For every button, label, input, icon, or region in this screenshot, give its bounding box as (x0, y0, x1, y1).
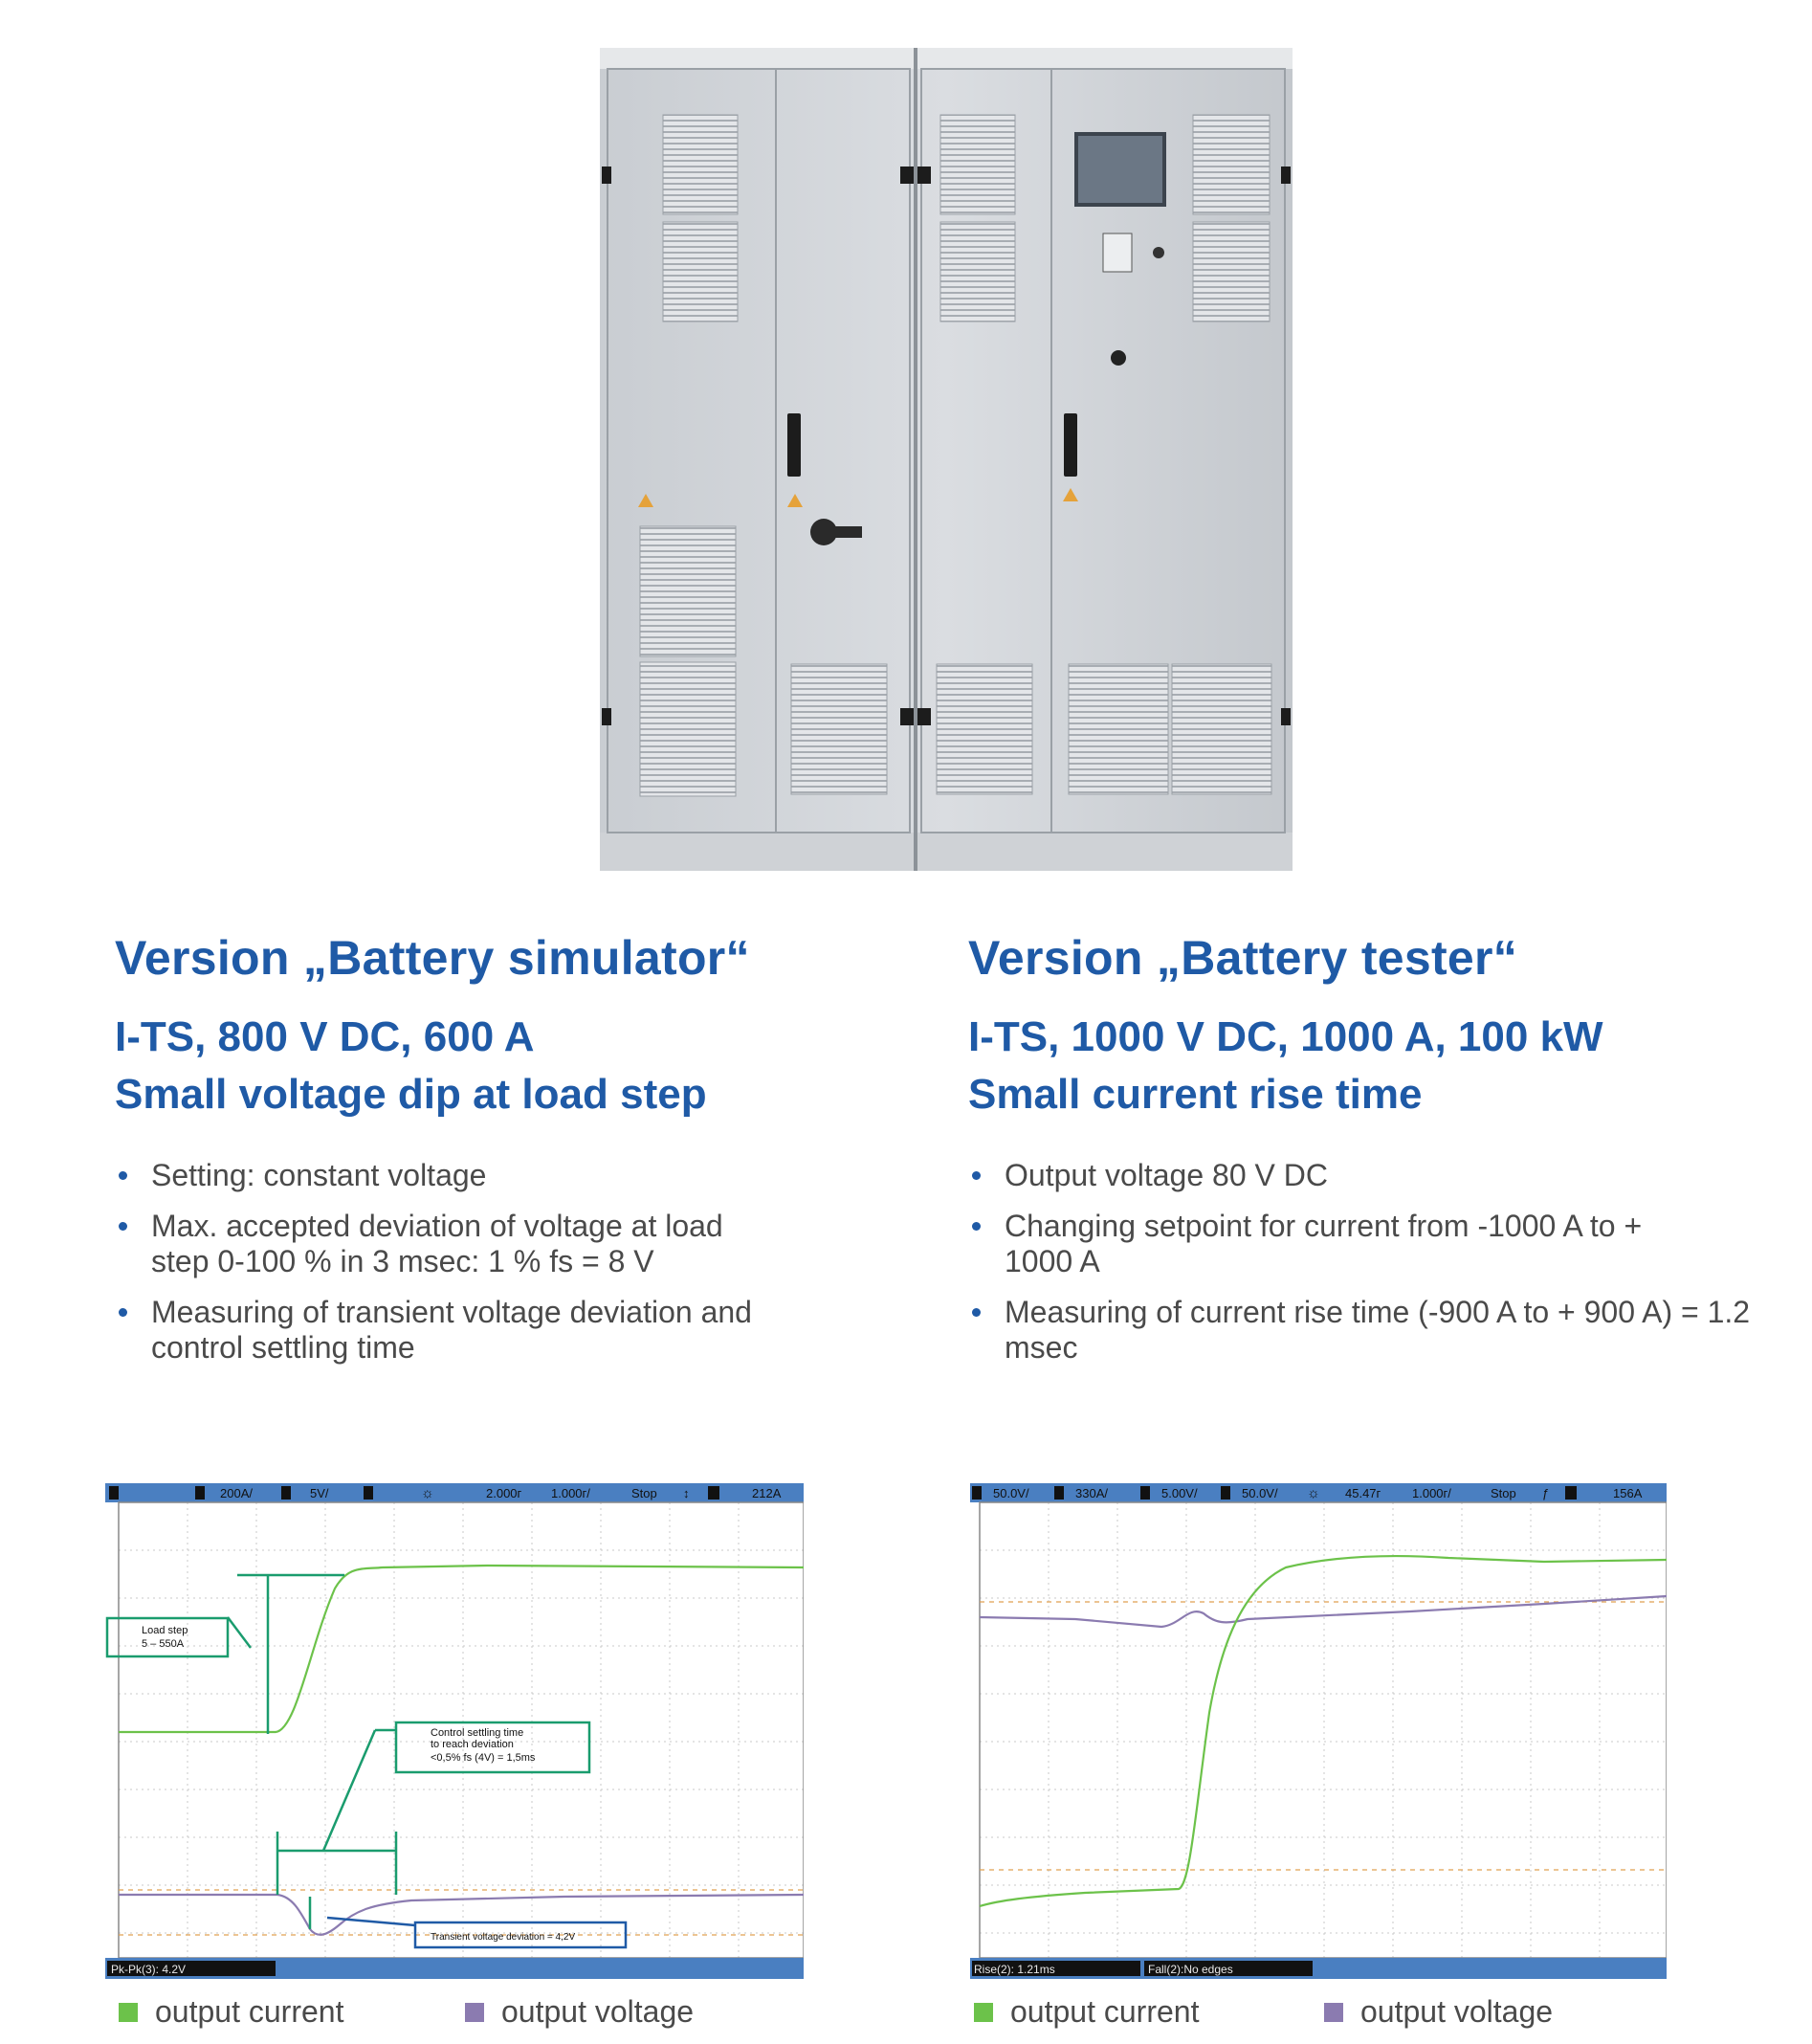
brightness-icon: ☼ (421, 1485, 434, 1501)
list-item: Max. accepted deviation of voltage at load step 0-100 % in 3 msec: 1 % fs = 8 V (115, 1209, 763, 1279)
list-item: Measuring of transient voltage deviation and control settling time (115, 1295, 840, 1366)
legend-label: output current (1010, 1994, 1200, 2029)
scope-readout-fall: Fall(2):No edges (1148, 1963, 1233, 1976)
scope-state: Stop (1491, 1486, 1516, 1500)
product-photo-cabinet (600, 48, 1293, 871)
scope-timebase: 45.47ᴦ (1345, 1486, 1381, 1500)
scope-state: Stop (631, 1486, 657, 1500)
scope-ch4-scale: 50.0V/ (1242, 1486, 1278, 1500)
list-item: Output voltage 80 V DC (968, 1158, 1753, 1193)
scope-timebase: 2.000ᴦ (486, 1486, 522, 1500)
annotation-settling-line3: <0,5% fs (4V) = 1,5ms (431, 1752, 536, 1764)
spec-line-2: Small voltage dip at load step (115, 1071, 707, 1118)
scope-ch3-scale: 5.00V/ (1161, 1486, 1198, 1500)
green-swatch-icon (119, 2003, 138, 2022)
legend-item-voltage (465, 1994, 694, 2030)
oscilloscope-capture-rise-time (970, 1483, 1667, 1979)
annotation-settling-line1: Control settling time (431, 1727, 524, 1739)
green-swatch-icon (974, 2003, 993, 2022)
version-title: Version „Battery simulator“ (115, 931, 750, 985)
spec-block (968, 1009, 1753, 1123)
battery-simulator-section (115, 928, 842, 1381)
annotation-load-step-line2: 5 – 550A (142, 1638, 185, 1650)
scope-sample-rate: 1.000ᴦ/ (551, 1486, 590, 1500)
list-item: Setting: constant voltage (115, 1158, 842, 1193)
legend-label: output voltage (1360, 1994, 1554, 2029)
scope-ch2-scale: 200A/ (220, 1486, 253, 1500)
scope-sample-rate: 1.000ᴦ/ (1412, 1486, 1451, 1500)
battery-tester-section (968, 928, 1753, 1381)
legend-item-current (974, 1994, 1199, 2030)
spec-block (115, 1009, 842, 1123)
oscilloscope-capture-load-step (105, 1483, 804, 1979)
spec-line-1: I-TS, 800 V DC, 600 A (115, 1013, 535, 1060)
scope-ch2-scale: 330A/ (1075, 1486, 1108, 1500)
feature-list (968, 1158, 1753, 1366)
list-item: Changing setpoint for current from -1000 A to + 1000 A (968, 1209, 1693, 1279)
spec-line-1: I-TS, 1000 V DC, 1000 A, 100 kW (968, 1013, 1603, 1060)
trigger-slope-icon: ↕ (683, 1486, 690, 1500)
scope-readout: Pk-Pk(3): 4.2V (111, 1963, 187, 1976)
legend-label: output voltage (501, 1994, 695, 2029)
scope-header-bar (105, 1483, 804, 1502)
scope-readout-rise: Rise(2): 1.21ms (974, 1963, 1055, 1976)
spec-line-2: Small current rise time (968, 1071, 1423, 1118)
brightness-icon: ☼ (1307, 1485, 1320, 1501)
legend-item-voltage (1324, 1994, 1553, 2030)
trigger-edge-icon: ƒ (1542, 1486, 1550, 1500)
scope-trigger-level: 212A (752, 1486, 782, 1500)
legend-label: output current (155, 1994, 344, 2029)
version-title: Version „Battery tester“ (968, 931, 1518, 985)
scope-ch3-scale: 5V/ (310, 1486, 329, 1500)
annotation-transient: Transient voltage deviation = 4,2V (431, 1932, 576, 1943)
annotation-load-step-line1: Load step (142, 1625, 188, 1636)
annotation-settling-line2: to reach deviation (431, 1739, 514, 1750)
purple-swatch-icon (1324, 2003, 1343, 2022)
legend-item-current (119, 1994, 343, 2030)
scope-ch1-scale: 50.0V/ (993, 1486, 1029, 1500)
list-item: Measuring of current rise time (-900 A to + 900 A) = 1.2 msec (968, 1295, 1751, 1366)
purple-swatch-icon (465, 2003, 484, 2022)
feature-list (115, 1158, 842, 1366)
scope-trigger-level: 156A (1613, 1486, 1643, 1500)
